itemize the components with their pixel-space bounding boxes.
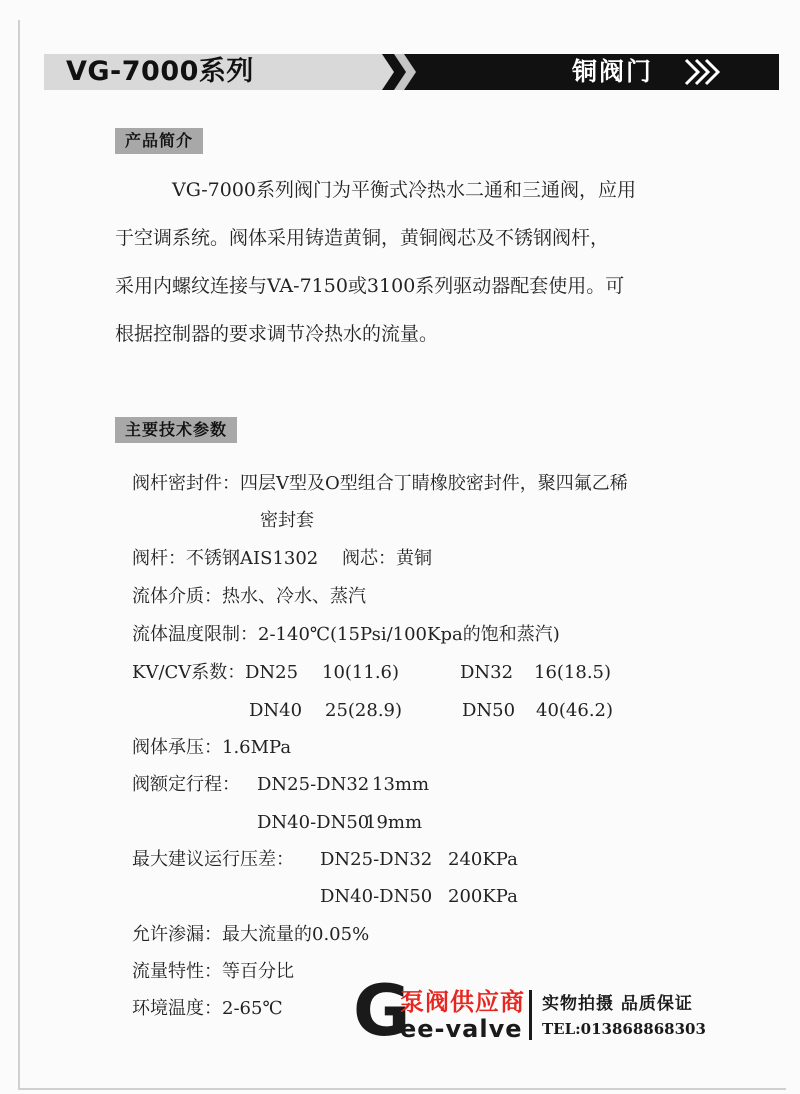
stroke-value: 13mm [372,774,430,795]
logo-divider [529,990,532,1040]
kv-value: 40(46.2) [536,700,614,721]
intro-line: VG-7000系列阀门为平衡式冷热水二通和三通阀，应用 [172,179,637,201]
spec-pressure: 阀体承压：1.6MPa [132,737,292,758]
kv-value: 10(11.6) [322,662,400,683]
spec-seal: 阀杆密封件：四层V型及O型组合丁睛橡胶密封件，聚四氟乙稀 [132,473,628,494]
logo-brand-en: ee-valve [400,1015,523,1043]
specs-label: 主要技术参数 [115,417,237,443]
intro-line: 采用内螺纹连接与VA-7150或3100系列驱动器配套使用。可 [115,275,625,297]
diff-range: DN25-DN32 [320,849,433,870]
kv-dn: DN32 [460,662,514,683]
kv-dn: DN25 [245,662,299,683]
category-title: 铜阀门 [572,57,654,86]
diff-range: DN40-DN50 [320,886,433,907]
spec-leakage: 允许渗漏：最大流量的0.05% [132,924,370,945]
intro-text [115,166,715,358]
spec-flow-char: 流量特性：等百分比 [132,961,294,982]
spec-media: 流体介质：热水、冷水、蒸汽 [132,586,366,607]
kv-value: 16(18.5) [534,662,612,683]
kv-dn: DN50 [462,700,516,721]
spec-kv-label: KV/CV系数： [132,662,246,683]
spec-ambient: 环境温度：2-65℃ [132,998,283,1019]
logo-phone: TEL:013868868303 [542,1020,706,1038]
stroke-range: DN25-DN32 [257,774,370,795]
kv-dn: DN40 [249,700,303,721]
spec-seal-cont: 密封套 [260,510,314,531]
diff-value: 200KPa [448,886,518,907]
kv-value: 25(28.9) [325,700,403,721]
diff-value: 240KPa [448,849,518,870]
spec-stem-core: 阀杆：不锈钢AIS1302 阀芯：黄铜 [132,548,432,569]
spec-diff-label: 最大建议运行压差： [132,849,294,870]
spec-stroke-label: 阀额定行程： [132,774,240,795]
intro-line: 于空调系统。阀体采用铸造黄铜，黄铜阀芯及不锈钢阀杆， [115,227,610,249]
logo-letter-g: G [353,970,411,1052]
logo-brand-cn: 泵阀供应商 [400,988,525,1016]
stroke-range: DN40-DN50 [257,812,370,833]
intro-line: 根据控制器的要求调节冷热水的流量。 [115,323,439,345]
logo-slogan: 实物拍摄 品质保证 [542,994,693,1014]
intro-label: 产品简介 [115,128,203,154]
spec-temp-limit: 流体温度限制：2-140℃(15Psi/100Kpa的饱和蒸汽) [132,624,560,645]
stroke-value: 19mm [365,812,423,833]
series-title: VG-7000系列 [66,56,254,87]
